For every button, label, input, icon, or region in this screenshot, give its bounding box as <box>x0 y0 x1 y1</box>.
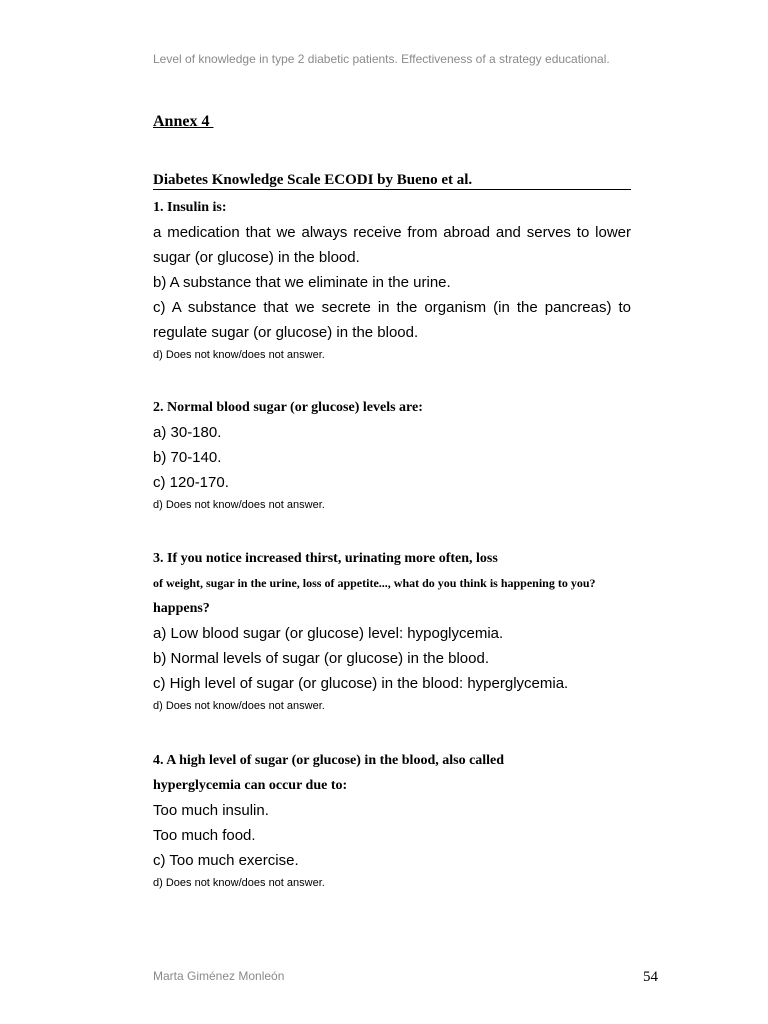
answer-option: a) 30-180. <box>153 424 222 441</box>
question-1 <box>153 195 631 365</box>
answer-option: b) A substance that we eliminate in the urine. <box>153 274 451 291</box>
question-title-continued: hyperglycemia can occur due to: <box>153 778 348 793</box>
question-title: 3. If you notice increased thirst, urinating more often, loss <box>153 551 498 566</box>
question-title: 2. Normal blood sugar (or glucose) levels are: <box>153 400 423 415</box>
answer-option-dont-know: d) Does not know/does not answer. <box>153 499 325 511</box>
annex-heading: Annex 4 <box>153 113 214 130</box>
question-title-continued: of weight, sugar in the urine, loss of appetite..., what do you think is happening to you? <box>153 576 596 590</box>
answer-option-dont-know: d) Does not know/does not answer. <box>153 349 325 361</box>
footer-author: Marta Giménez Monleón <box>153 969 285 983</box>
question-3 <box>153 546 631 716</box>
answer-option-dont-know: d) Does not know/does not answer. <box>153 700 325 712</box>
answer-option: a medication that we always receive from abroad and serves to lower sugar (or glucose) in the blood. <box>153 224 631 266</box>
running-header: Level of knowledge in type 2 diabetic patients. Effectiveness of a strategy educational. <box>153 52 610 66</box>
document-page <box>153 0 631 1024</box>
answer-option: b) 70-140. <box>153 449 222 466</box>
answer-option: b) Normal levels of sugar (or glucose) in the blood. <box>153 650 489 667</box>
answer-option: Too much insulin. <box>153 802 269 819</box>
page-number: 54 <box>643 969 658 985</box>
scale-title: Diabetes Knowledge Scale ECODI by Bueno et al. <box>153 172 631 190</box>
answer-option: Too much food. <box>153 827 256 844</box>
question-title-continued: happens? <box>153 601 210 616</box>
answer-option: a) Low blood sugar (or glucose) level: hypoglycemia. <box>153 625 504 642</box>
question-title: 4. A high level of sugar (or glucose) in the blood, also called <box>153 753 505 768</box>
answer-option: c) 120-170. <box>153 474 229 491</box>
question-2 <box>153 395 631 515</box>
answer-option: c) High level of sugar (or glucose) in the blood: hyperglycemia. <box>153 675 569 692</box>
question-4 <box>153 748 631 893</box>
answer-option-dont-know: d) Does not know/does not answer. <box>153 877 325 889</box>
answer-option: c) Too much exercise. <box>153 852 299 869</box>
answer-option: c) A substance that we secrete in the organism (in the pancreas) to regulate sugar (or glucose) in the blood. <box>153 299 631 341</box>
question-title: 1. Insulin is: <box>153 200 227 215</box>
